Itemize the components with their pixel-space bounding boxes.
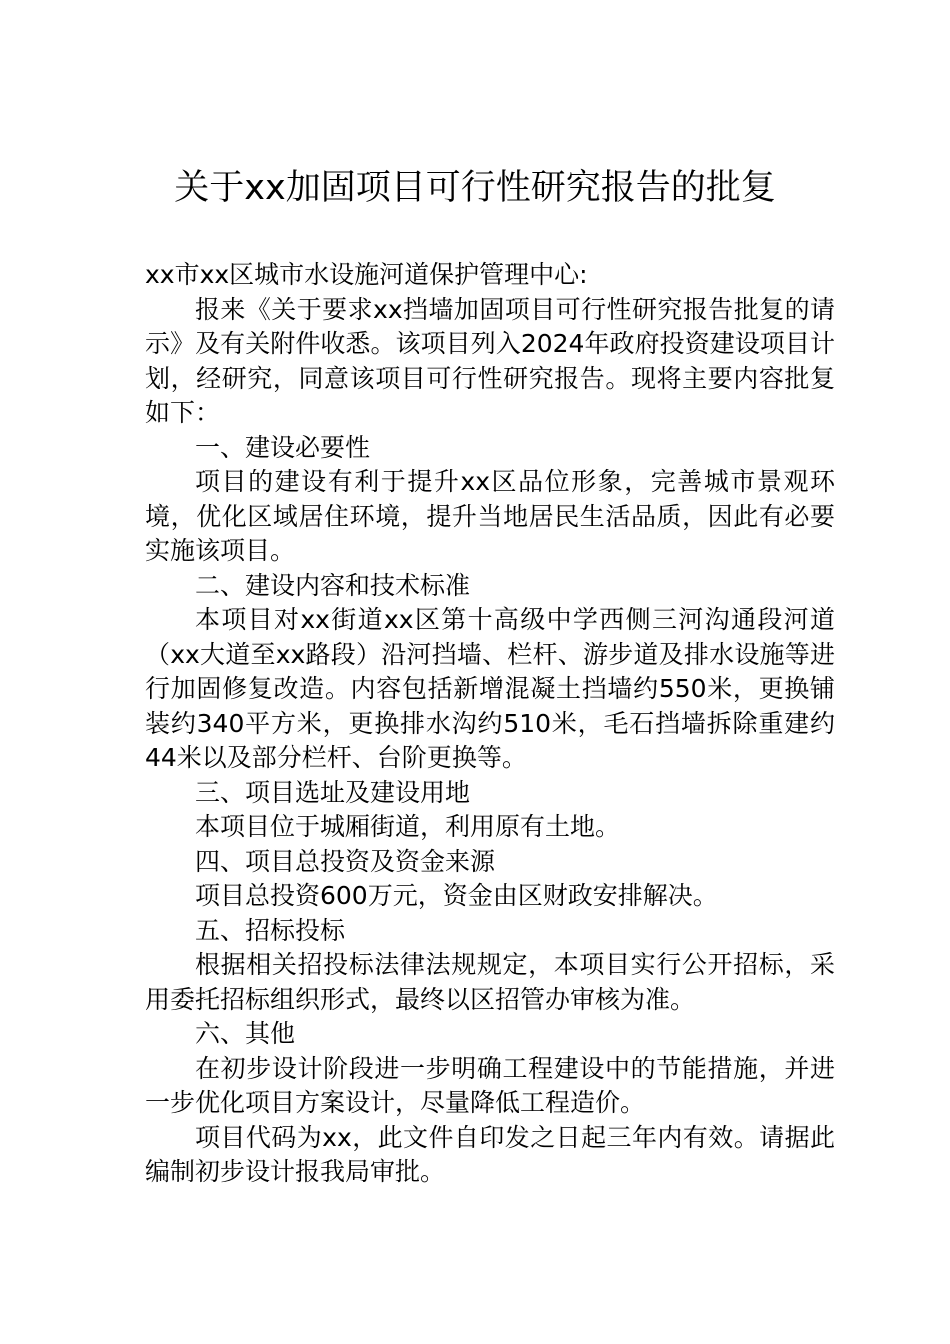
section-heading: 二、建设内容和技术标准 — [195, 570, 471, 600]
section-text: 项目的建设有利于提升xx区品位形象，完善城市景观环境，优化区域居住环境，提升当地居民生活品质，因此有必要实施该项目。 — [145, 467, 835, 565]
document-body — [145, 258, 835, 1190]
section-heading: 五、招标投标 — [195, 915, 346, 945]
section-text: 本项目位于城厢街道，利用原有土地。 — [195, 812, 621, 841]
section-heading: 四、项目总投资及资金来源 — [195, 846, 496, 876]
recipient-line: xx市xx区城市水设施河道保护管理中心: — [145, 260, 588, 289]
section-heading: 六、其他 — [195, 1019, 296, 1048]
section-text: 项目总投资600万元，资金由区财政安排解决。 — [195, 881, 718, 910]
document-title: 关于xx加固项目可行性研究报告的批复 — [174, 168, 776, 208]
closing-paragraph: 项目代码为xx，此文件自印发之日起三年内有效。请据此编制初步设计报我局审批。 — [145, 1122, 835, 1186]
section-heading: 一、建设必要性 — [195, 432, 371, 462]
section-heading: 三、项目选址及建设用地 — [195, 777, 471, 807]
section-text: 在初步设计阶段进一步明确工程建设中的节能措施，并进一步优化项目方案设计，尽量降低工程造价。 — [145, 1053, 835, 1117]
intro-paragraph: 报来《关于要求xx挡墙加固项目可行性研究报告批复的请示》及有关附件收悉。该项目列入2024年政府投资建设项目计划，经研究，同意该项目可行性研究报告。现将主要内容批复如下： — [145, 294, 835, 427]
section-text: 本项目对xx街道xx区第十高级中学西侧三河沟通段河道（xx大道至xx路段）沿河挡墙、栏杆、游步道及排水设施等进行加固修复改造。内容包括新增混凝土挡墙约550米，更换铺装约340平方米，更换排水沟约510米，毛石挡墙拆除重建约44米以及部分栏杆、台阶更换等。 — [145, 605, 835, 772]
section-text: 根据相关招投标法律法规规定，本项目实行公开招标，采用委托招标组织形式，最终以区招管办审核为准。 — [145, 950, 835, 1014]
